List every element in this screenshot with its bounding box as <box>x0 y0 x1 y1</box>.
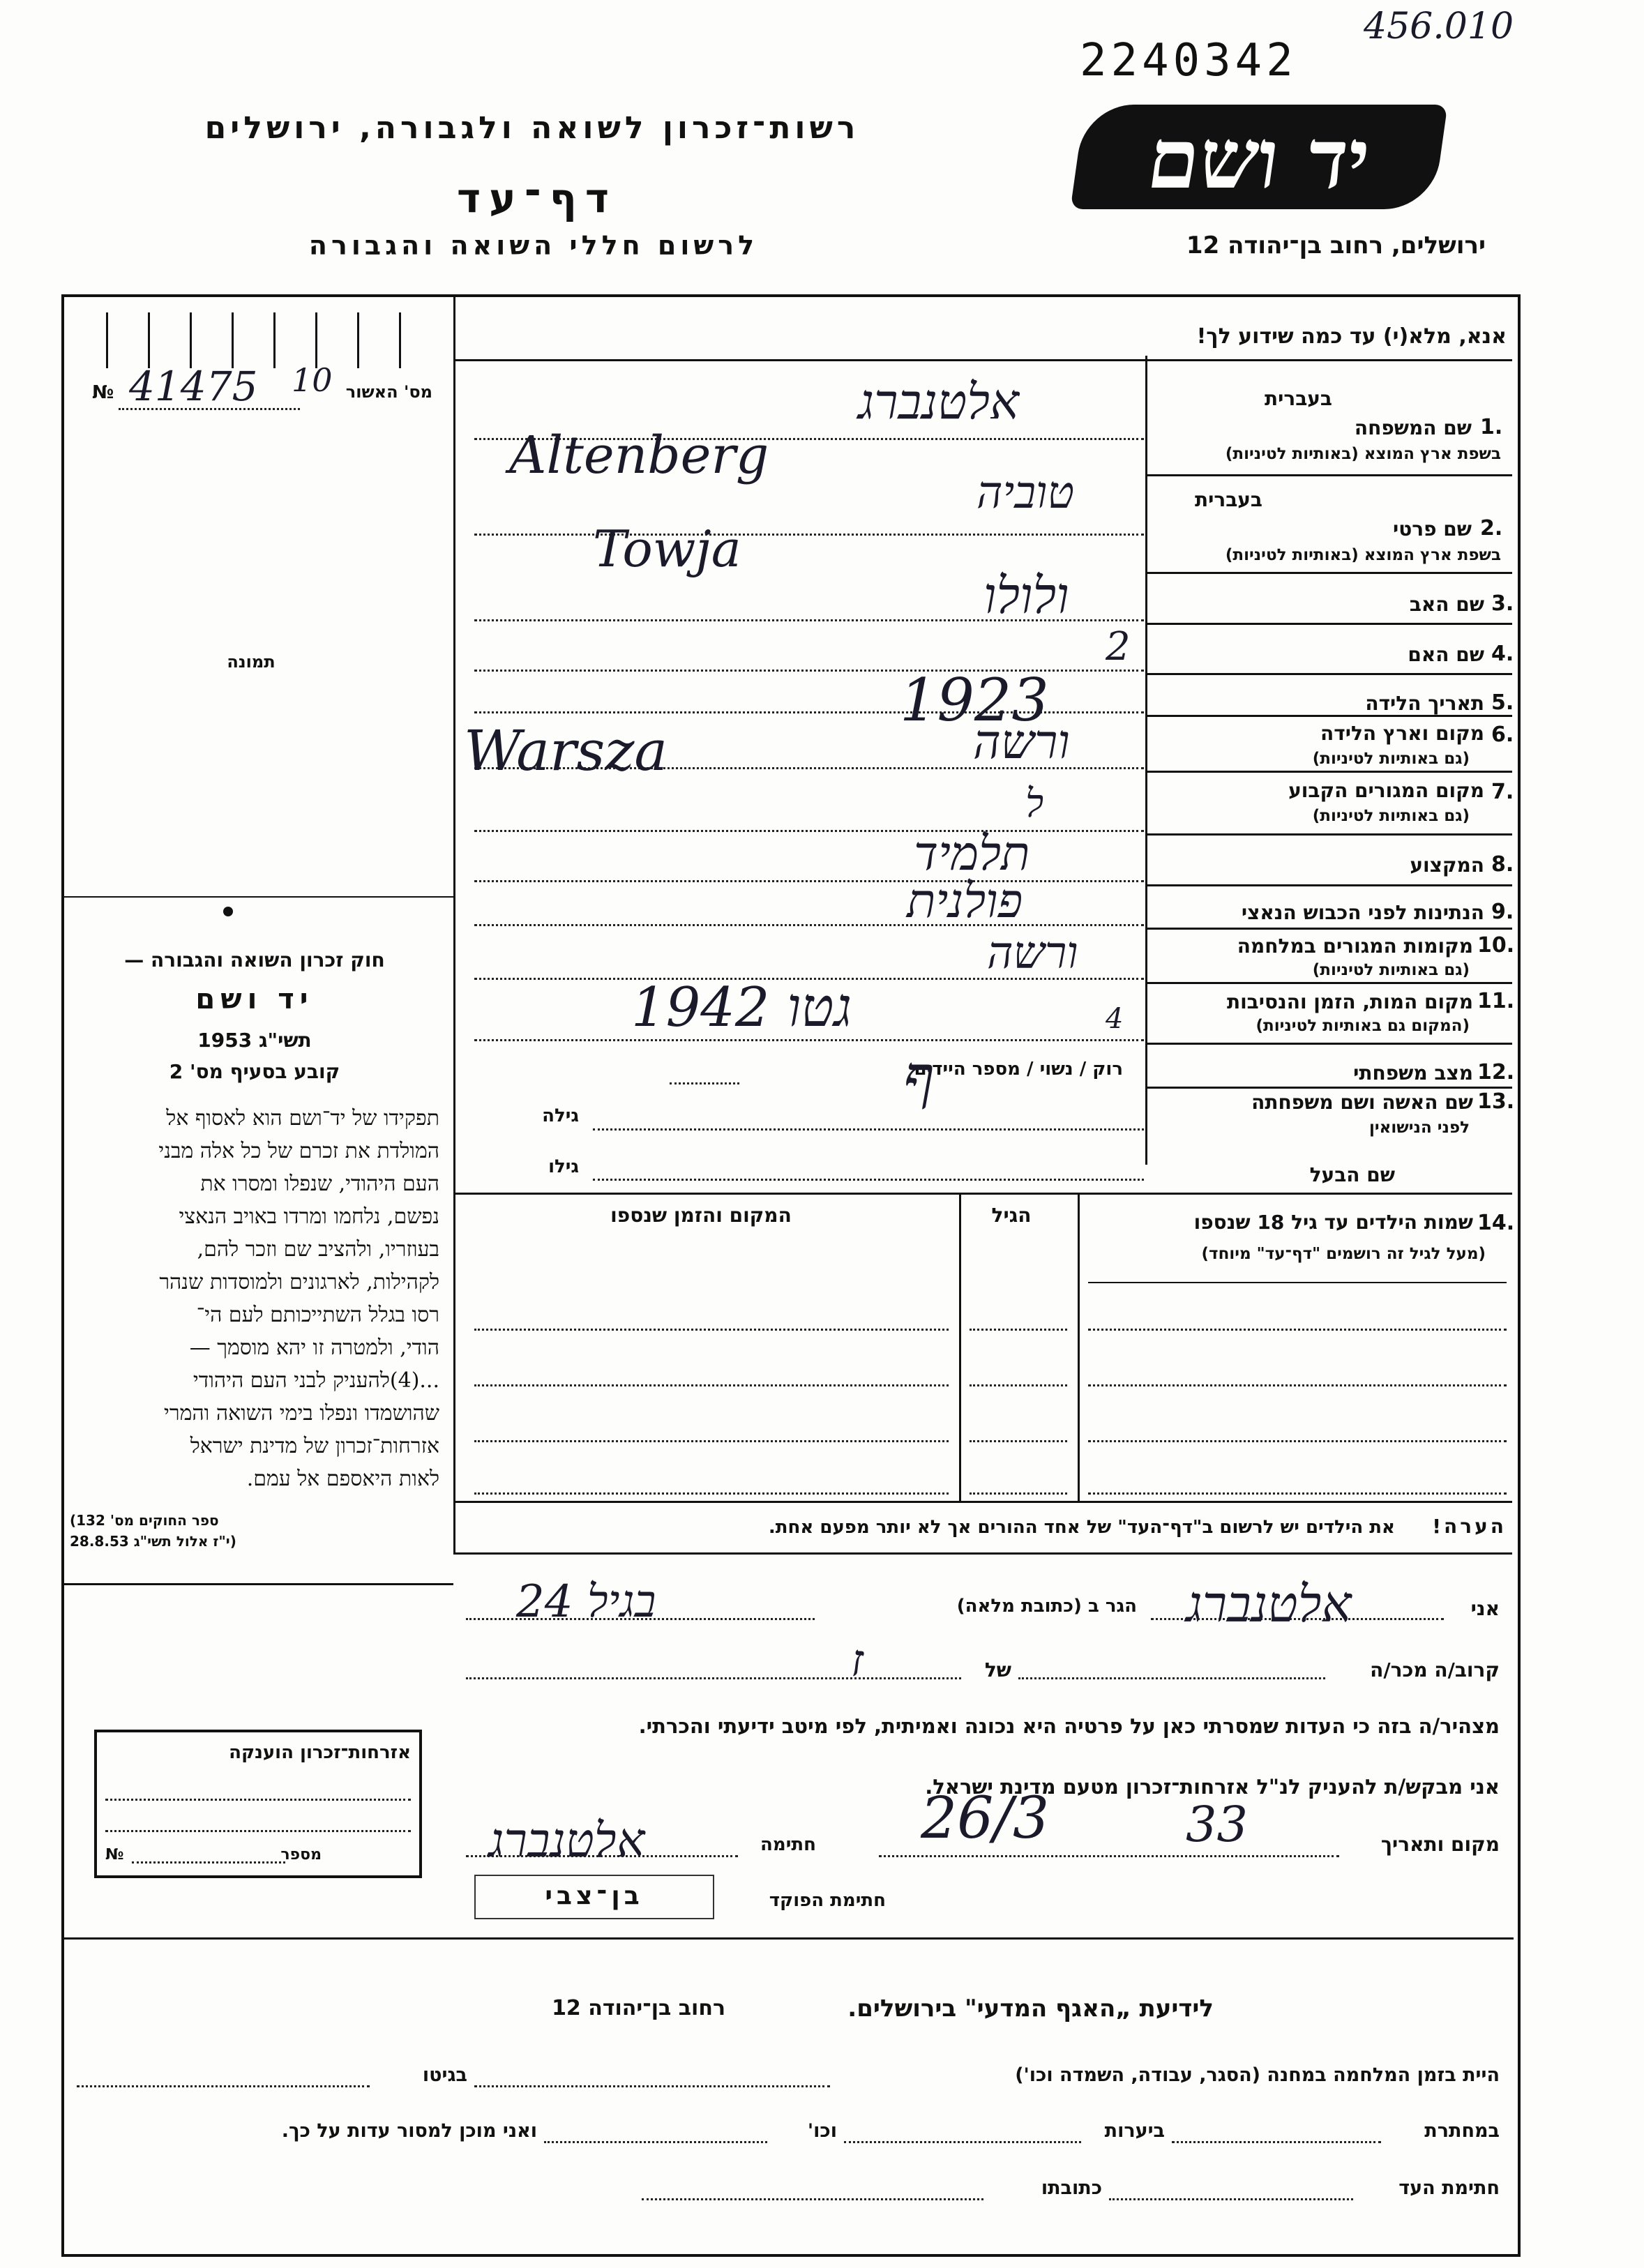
field-6-label: מקום וארץ הלידה <box>1320 722 1484 745</box>
field-12-options: רוק / נשוי / מספר היידים <box>914 1059 1123 1080</box>
field-3-num: 3. <box>1491 591 1514 616</box>
declarant-label: אני <box>1470 1597 1500 1620</box>
bottom-forests-line <box>844 2141 1081 2143</box>
children-row-line <box>970 1440 1067 1442</box>
children-label: שמות הילדים עד גיל 18 שנספו <box>1193 1211 1473 1234</box>
children-sub: (מעל לגיל זה רושמים "דף־עד" מיוחד) <box>1201 1245 1486 1263</box>
field-8-num: 8. <box>1491 852 1514 877</box>
law-line: נפשם, נלחמו ומרדו באויב הנאצי <box>179 1204 439 1229</box>
certificate-box <box>94 1730 422 1878</box>
answer-line <box>474 1039 1144 1041</box>
field-6-sub: (גם באותיות לטיניות) <box>1312 750 1470 768</box>
approval-suffix: 10 <box>292 361 333 399</box>
certificate-title: אזרחות־זכרון הוענקה <box>229 1742 411 1763</box>
children-table-top <box>453 1193 1512 1195</box>
yad-vashem-logo <box>1070 105 1447 209</box>
children-row-line <box>970 1384 1067 1386</box>
tick <box>399 312 401 368</box>
in-hebrew-label-1: בעברית <box>1264 387 1332 410</box>
field-1-label: שם המשפחה <box>1354 416 1472 439</box>
instruction-row-divider <box>453 359 1512 361</box>
form-number: 2240342 <box>1080 35 1297 86</box>
approval-line <box>119 408 300 410</box>
note-row-top <box>453 1501 1512 1503</box>
field-1-num: 1. <box>1480 415 1503 439</box>
in-hebrew-label-2: בעברית <box>1194 488 1262 511</box>
hw-place-date-b: 33 <box>1186 1796 1249 1853</box>
law-ornament <box>223 907 233 916</box>
hw-nationality: פולנית <box>907 874 1023 929</box>
row-divider <box>1145 928 1512 930</box>
hw-declarant: אלטנברג <box>1186 1575 1352 1633</box>
field-12-label: מצב משפחתי <box>1353 1061 1473 1084</box>
children-row <box>1088 1282 1507 1283</box>
field-12-num: 12. <box>1477 1060 1515 1084</box>
row-divider <box>1145 623 1512 625</box>
bottom-willing-label: ואני מוכן למסור עדות על כך. <box>281 2120 537 2142</box>
law-title: חוק זכרון השואה והגבורה — <box>124 948 385 972</box>
approval-box <box>64 298 453 368</box>
field-11-sub: (המקום גם באותיות לטיניות) <box>1255 1017 1470 1035</box>
archive-note: 456.010 <box>1364 6 1514 47</box>
bottom-section-divider <box>64 1937 1514 1940</box>
answer-line <box>474 830 1144 832</box>
tick <box>106 312 108 368</box>
law-source-2: י"ז אלול תשי"ג 28.8.53) <box>70 1533 236 1550</box>
husband-age-line <box>593 1179 1144 1181</box>
certificate-line <box>105 1799 411 1801</box>
children-num: 14. <box>1477 1211 1515 1235</box>
law-line: הודי, ולמטרה זו יהא מוסמך — <box>189 1336 439 1360</box>
tick <box>190 312 192 368</box>
law-line: לאות היאספם אל עמם. <box>246 1467 439 1491</box>
law-name: יד ושם <box>195 983 314 1015</box>
approval-no-sign: № <box>92 382 114 403</box>
children-col-divider <box>1078 1194 1080 1501</box>
field-6-num: 6. <box>1491 723 1514 747</box>
bottom-title: לידיעת „האגף המדעי" בירושלים. <box>847 1995 1214 2023</box>
relative-label: קרוב/ה מכר/ה <box>1370 1658 1500 1681</box>
children-row-line <box>474 1440 949 1442</box>
field-11-num: 11. <box>1477 989 1515 1013</box>
hw-death-note: 4 <box>1106 1003 1124 1035</box>
row-divider <box>1145 884 1512 886</box>
hw-birthplace-latin: Warsza <box>464 718 668 783</box>
children-col-divider <box>959 1194 961 1501</box>
photo-area-bottom <box>64 896 453 898</box>
hw-relation: ז <box>851 1635 864 1687</box>
field-2-label: שם פרטי <box>1392 517 1472 540</box>
photo-label: תמונה <box>227 652 276 672</box>
hw-surname-hebrew: אלטנברג <box>858 373 1020 430</box>
field-13-num: 13. <box>1477 1089 1515 1114</box>
children-row-line <box>1088 1329 1507 1331</box>
of-line <box>466 1677 961 1679</box>
row-divider <box>1145 673 1512 675</box>
bottom-underground-label: במחתרת <box>1424 2120 1500 2142</box>
bottom-underground-line <box>1172 2141 1381 2143</box>
bottom-address: רחוב בן־יהודה 12 <box>552 1996 725 2020</box>
children-col-age: הגיל <box>991 1204 1032 1227</box>
approval-number-value: 41475 <box>129 363 258 410</box>
officer-stamp-text: בן־צבי <box>545 1882 644 1910</box>
hw-birth-year: 1923 <box>900 666 1049 734</box>
certificate-no-sign: № <box>105 1846 124 1863</box>
age-label-husband: גילו <box>548 1156 579 1177</box>
row-divider <box>1145 1087 1512 1089</box>
officer-stamp <box>474 1875 714 1919</box>
field-8-label: המקצוע <box>1410 854 1484 877</box>
field-11-label: מקום המות, הזמן והנסיבות <box>1226 990 1473 1013</box>
row-divider <box>1145 474 1512 476</box>
law-year: תשי"ג 1953 <box>197 1029 312 1052</box>
bottom-camp-label: היית בזמן המלחמה במחנה (הסגר, עבודה, השמדה וכו') <box>1015 2064 1500 2086</box>
law-line: העם היהודי, שנפלו ומסרו את <box>200 1172 439 1196</box>
tick <box>148 312 150 368</box>
children-row-line <box>474 1384 949 1386</box>
hw-death: 1942 גטו <box>631 976 852 1039</box>
bottom-etc-label: וכו' <box>807 2120 837 2142</box>
field-10-num: 10. <box>1477 933 1515 958</box>
bottom-camp-line <box>474 2085 830 2087</box>
field-7-label: מקום המגורים הקבוע <box>1288 779 1484 802</box>
field-3-label: שם האב <box>1409 593 1484 616</box>
place-date-line <box>879 1855 1339 1857</box>
bottom-ghetto-line <box>77 2085 370 2087</box>
field-13-label: שם האשה ושם משפחתה <box>1251 1091 1473 1114</box>
field-2-sub: בשפת ארץ המוצא (באותיות לטיניות) <box>1225 546 1501 564</box>
law-line: שהושמדו ונפלו בימי השואה והמרי <box>163 1401 439 1426</box>
bottom-etc-line <box>544 2141 767 2143</box>
law-line: לקהילות, לארגונים ולמוסדות שנהר <box>159 1270 439 1294</box>
note-text: את הילדים יש לרשום ב"דף־העד" של אחד ההורים אך לא יותר מפעם אחת. <box>768 1517 1395 1538</box>
of-label: של <box>984 1658 1011 1681</box>
organization-name: רשות־זכרון לשואה ולגבורה, ירושלים <box>204 110 860 146</box>
approval-label: מס' האשור <box>345 382 432 402</box>
husband-label: שם הבעל <box>1309 1163 1395 1186</box>
field-5-num: 5. <box>1491 690 1514 715</box>
row-divider <box>1145 771 1512 773</box>
bottom-witness-sign-line <box>1109 2198 1353 2200</box>
field-9-label: הנתינות לפני הכבוש הנאצי <box>1241 901 1484 924</box>
row-divider <box>1145 572 1512 574</box>
bottom-witness-address-line <box>642 2198 983 2200</box>
hw-place-date: 26/3 <box>921 1785 1050 1852</box>
row-divider <box>1145 982 1512 984</box>
row-divider <box>1145 833 1512 836</box>
law-section: קובע בסעיף מס' 2 <box>169 1060 340 1083</box>
children-row-line <box>1088 1440 1507 1442</box>
field-7-sub: (גם באותיות לטיניות) <box>1312 807 1470 825</box>
field-1-sub: בשפת ארץ המוצא (באותיות לטיניות) <box>1225 445 1501 463</box>
hw-wartime-place: ורשה <box>987 928 1078 979</box>
law-line: ...(4)להעניק לבני העם היהודי <box>193 1368 439 1393</box>
note-row-bottom <box>453 1552 1512 1555</box>
hw-father: ולולו <box>983 566 1069 625</box>
bottom-witness-address-label: כתובתו <box>1041 2177 1102 2199</box>
signature-label: חתימה <box>760 1834 816 1855</box>
certificate-line <box>105 1830 411 1832</box>
field-2-num: 2. <box>1480 516 1503 540</box>
hw-birthplace-hebrew: ורשה <box>973 715 1070 770</box>
wife-age-line <box>593 1128 1144 1131</box>
hw-surname-latin: Altenberg <box>509 425 769 485</box>
field-10-label: מקומות המגורים במלחמה <box>1237 935 1473 958</box>
law-box-bottom <box>64 1583 453 1585</box>
note-label: הערה! <box>1432 1515 1507 1538</box>
answer-line <box>474 880 1144 882</box>
children-row-line <box>1088 1384 1507 1386</box>
instruction: אנא, מלא(י) עד כמה שידוע לך! <box>1196 324 1507 349</box>
children-row-line <box>474 1329 949 1331</box>
hw-given-latin: Towja <box>593 520 741 578</box>
field-4-label: שם האם <box>1408 643 1484 666</box>
children-row-line <box>970 1492 1067 1495</box>
tick <box>273 312 276 368</box>
answer-line <box>474 534 1144 536</box>
law-line: אזרחות־זכרון של מדינת ישראל <box>190 1434 439 1458</box>
hw-residence: ל <box>1025 781 1044 826</box>
relation-line <box>1018 1677 1325 1679</box>
children-row-line <box>1088 1492 1507 1495</box>
address: ירושלים, רחוב בן־יהודה 12 <box>1186 232 1486 259</box>
row-divider <box>1145 715 1512 717</box>
hw-mother: 2 <box>1106 624 1131 670</box>
answer-line <box>474 924 1144 926</box>
law-text <box>70 1102 439 1495</box>
hw-profession: תלמיד <box>914 826 1030 882</box>
row-divider <box>1145 1043 1512 1045</box>
law-line: בעוזריו, ולהציב שם וזכר להם, <box>197 1237 439 1262</box>
hw-marital-status: ף <box>903 1043 935 1112</box>
hw-given-hebrew: טוביה <box>976 467 1075 519</box>
tick <box>357 312 359 368</box>
officer-label: חתימת הפוקד <box>769 1890 886 1911</box>
age-label-wife: גילה <box>542 1105 579 1126</box>
declaration-text: מצהיר/ה בזה כי העדות שמסרתי כאן על פרטיה היא נכונה ואמיתית, לפי מיטב ידיעתי והכרתי. <box>638 1714 1500 1738</box>
law-line: המולדת את זכרם של כל אלה מבני <box>158 1139 439 1163</box>
field-4-num: 4. <box>1491 642 1514 666</box>
tick <box>232 312 234 368</box>
law-line: רסו בגלל השתייכותם לעם הי־ <box>196 1303 439 1327</box>
tick <box>315 312 317 368</box>
children-row-line <box>970 1329 1067 1331</box>
children-row-line <box>474 1492 949 1495</box>
field-5-label: תאריך הלידה <box>1365 692 1484 715</box>
field-7-num: 7. <box>1491 780 1514 804</box>
law-line: תפקידו של יד־ושם הוא לאסוף אל <box>166 1106 439 1131</box>
place-date-label: מקום ותאריך <box>1380 1833 1500 1856</box>
logo-text: יד ושם <box>1141 110 1376 207</box>
children-col-place: המקום והזמן שנספו <box>610 1204 792 1227</box>
request-text: אני מבקש/ת להעניק לנ"ל אזרחות־זכרון מטעם מדינת ישראל. <box>925 1775 1500 1799</box>
hw-signature: אלטנברג <box>488 1813 645 1868</box>
law-source-1: (ספר החוקים מס' 132 <box>70 1512 219 1529</box>
field-9-num: 9. <box>1491 900 1514 924</box>
certificate-number-line <box>132 1861 285 1863</box>
marital-line <box>670 1082 739 1084</box>
hw-address: בגיל 24 <box>516 1576 656 1628</box>
field-10-sub: (גם באותיות לטיניות) <box>1312 961 1470 979</box>
bottom-forests-label: ביערות <box>1104 2120 1165 2142</box>
bottom-ghetto-label: בגיטו <box>422 2064 467 2086</box>
field-13-sub: לפני הנישואין <box>1369 1119 1470 1137</box>
resident-label: הגר ב (כתובת מלאה) <box>956 1596 1137 1617</box>
bottom-witness-sign-label: חתימת העד <box>1398 2177 1500 2199</box>
left-column-divider <box>453 297 455 1552</box>
form-subtitle: לרשום חללי השואה והגבורה <box>308 230 759 261</box>
form-title: דף־עד <box>456 174 618 222</box>
certificate-number-label: מספר <box>280 1846 322 1863</box>
